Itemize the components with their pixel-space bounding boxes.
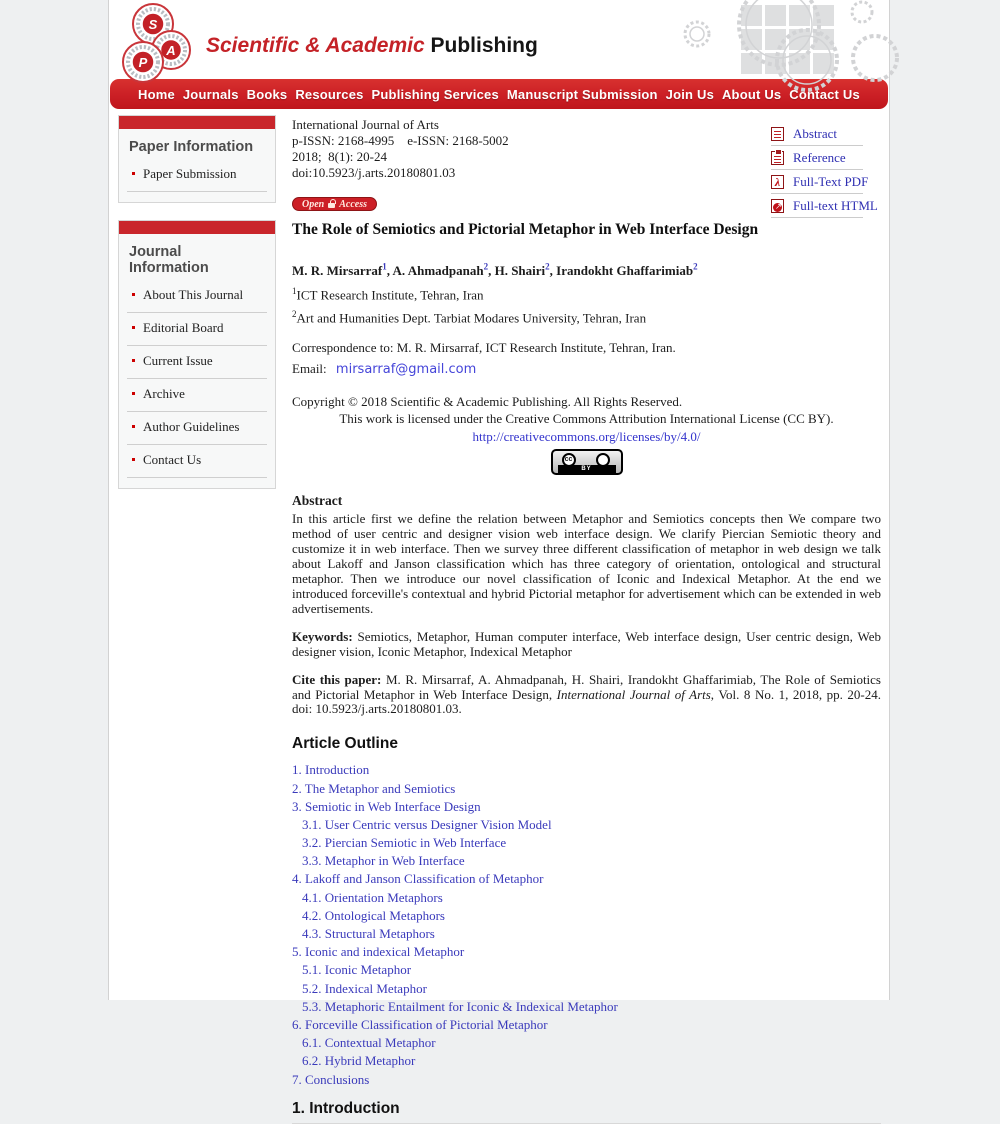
email-label: Email: [292,361,327,377]
license-line: This work is licensed under the Creative Commons Attribution International License (CC BY). [339,411,834,427]
email-link[interactable]: mirsarraf@gmail.com [335,362,477,378]
outline-item[interactable]: 4.2. Ontological Metaphors [302,907,445,923]
brand-title[interactable] [206,34,538,58]
outline-item[interactable]: 2. The Metaphor and Semiotics [292,780,456,796]
author-affiliation-sup: 2 [545,261,550,272]
nav-item[interactable]: Manuscript Submission [506,86,658,102]
author: H. Shairi$^2$ , [495,263,557,278]
article-link-row[interactable] [771,194,878,218]
article-links [771,122,878,218]
paper-information-box [118,115,276,203]
sidebar-item[interactable]: Editorial Board [127,313,267,346]
article-link-label[interactable]: Abstract [793,125,838,141]
keywords-line [292,630,881,660]
main-nav [110,79,888,109]
article-link-row[interactable] [771,146,863,170]
sap-logo[interactable] [117,2,197,85]
article-link-icon [771,199,784,213]
article-link-row[interactable] [771,122,863,146]
box-accent-bar [119,221,275,234]
journal-issn: p-ISSN: 2168-4995 e-ISSN: 2168-5002 [292,133,509,148]
outline-item[interactable]: 7. Conclusions [292,1071,370,1087]
author: A. Ahmadpanah$^2$ , [393,263,495,278]
outline-item[interactable]: 6. Forceville Classification of Pictorial Metaphor [292,1016,548,1032]
outline-item[interactable]: 3.3. Metaphor in Web Interface [302,853,465,869]
section-heading-introduction: 1. Introduction [292,1100,881,1124]
outline-heading: Article Outline [292,735,398,753]
cite-text-1: M. R. Mirsarraf, A. Ahmadpanah, H. Shairi, Irandokht Ghaffarimiab, The Role of Semiotics and Pictorial Metaphor in Web Interface Design, [292,671,881,702]
license-url-link[interactable]: http://creativecommons.org/licenses/by/4.0/ [472,429,701,445]
content-area [109,109,889,1124]
journal-information-list [119,280,275,478]
outline-item[interactable]: 5. Iconic and indexical Metaphor [292,944,465,960]
gears-watermark [679,0,889,79]
copyright-line: Copyright © 2018 Scientific & Academic Publishing. All Rights Reserved. [292,394,683,410]
open-access-right: Access [339,198,368,210]
outline-item[interactable]: 3.1. User Centric versus Designer Vision Model [302,816,552,832]
author-affiliation-sup: 2 [693,261,698,272]
open-lock-icon [328,203,335,208]
nav-item[interactable]: Publishing Services [371,86,499,102]
main-column [276,115,889,1124]
affiliations [292,286,881,327]
outline-item[interactable]: 5.2. Indexical Metaphor [302,980,427,996]
sidebar-item[interactable]: Contact Us [127,445,267,478]
correspondence-line: Correspondence to: M. R. Mirsarraf, ICT Research Institute, Tehran, Iran. [292,340,676,356]
cite-text-2: , Vol. 8 No. 1, 2018, pp. 20-24. doi: 10.5923/j.arts.20180801.03. [292,686,881,717]
keywords-label: Keywords: [292,628,353,644]
sidebar [118,115,276,1124]
cc-by-label: BY [558,465,616,473]
journal-information-title: Journal Information [129,244,209,276]
article-link-icon [771,175,784,189]
article-link-label[interactable]: Reference [793,149,846,165]
outline-item[interactable]: 6.1. Contextual Metaphor [302,1035,436,1051]
outline-item[interactable]: 4.1. Orientation Metaphors [302,889,443,905]
nav-item[interactable]: Home [138,86,175,102]
box-accent-bar [119,116,275,129]
author-affiliation-sup: 1 [382,261,387,272]
authors-line [292,262,881,279]
site-header [109,0,889,79]
journal-information-box [118,220,276,489]
nav-item[interactable]: Books [246,86,288,102]
nav-item[interactable]: Join Us [665,86,715,102]
keywords-text: Semiotics, Metaphor, Human computer interface, Web interface design, User centric design, Web designer vision, Iconic Metaphor, Indexical Metaphor [292,628,882,659]
cc-by-badge[interactable] [551,449,623,475]
paper-information-title: Paper Information [129,139,254,155]
sidebar-item[interactable]: Archive [127,379,267,412]
article-link-icon [771,127,784,141]
email-line [292,361,881,377]
author: Irandokht Ghaffarimiab$^2$ [556,261,698,278]
sidebar-item[interactable]: Current Issue [127,346,267,379]
svg-text:P: P [138,55,148,70]
cite-line [292,673,881,718]
nav-item[interactable]: About Us [721,86,782,102]
journal-name: International Journal of Arts [292,117,439,132]
svg-text:S: S [148,17,158,32]
outline-item[interactable]: 3.2. Piercian Semiotic in Web Interface [302,835,507,851]
article-outline-list [292,763,881,1085]
outline-item[interactable]: 4. Lakoff and Janson Classification of Metaphor [292,871,544,887]
journal-issue: 2018; 8(1): 20-24 [292,149,387,164]
sidebar-item[interactable]: Paper Submission [127,159,267,192]
journal-doi: doi:10.5923/j.arts.20180801.03 [292,165,456,180]
article-link-icon [771,151,784,165]
article-link-label[interactable]: Full-Text PDF [793,173,869,189]
article-link-label[interactable]: Full-text HTML [793,197,878,213]
abstract-heading: Abstract [292,493,343,509]
outline-item[interactable]: 6.2. Hybrid Metaphor [302,1053,416,1069]
nav-item[interactable]: Contact Us [789,86,860,102]
author-affiliation-sup: 2 [483,261,489,272]
sidebar-item[interactable]: About This Journal [127,280,267,313]
outline-item[interactable]: 4.3. Structural Metaphors [302,926,435,942]
cc-icon: cc [562,453,576,467]
paper-information-list [119,159,275,192]
nav-item[interactable]: Resources [295,86,364,102]
open-access-badge [292,197,377,211]
page-container [108,0,890,1117]
outline-item[interactable]: 3. Semiotic in Web Interface Design [292,798,481,814]
nav-item[interactable]: Journals [182,86,239,102]
affiliation-line: $^1$ICT Research Institute, Tehran, Iran [292,285,484,303]
author: M. R. Mirsarraf$^1$ , [292,263,393,278]
outline-item[interactable]: 1. Introduction [292,762,370,778]
brand-title-red: Scientific & Academic [206,34,425,57]
license-url-line [292,429,881,445]
outline-item[interactable]: 5.1. Iconic Metaphor [302,962,412,978]
open-access-left: Open [302,198,325,210]
article-title: The Role of Semiotics and Pictorial Metaphor in Web Interface Design [292,220,759,238]
svg-text:A: A [166,43,176,58]
brand-title-black: Publishing [430,34,538,57]
sidebar-item[interactable]: Author Guidelines [127,412,267,445]
cite-label: Cite this paper: [292,671,382,687]
cite-journal-italic: International Journal of Arts [556,686,711,702]
abstract-text: In this article first we define the relation between Metaphor and Semiotics concepts then We compare two method of user centric and designer vision web interface design. We clarify Piercian Semiotic theory and customize it in web interface. Then we survey three different classification of metaphor in web design we talk about Lakoff and Janson classification which has three category of orientation, ontological and structural metaphor. Then we introduce our novel classification of Iconic and Indexical Metaphor. At the end we introduced forceville's contextual and hybrid Pictorial metaphor for advertisement which can be extended in web advertisements. [292,511,881,616]
article-link-row[interactable] [771,170,869,194]
outline-item[interactable]: 5.3. Metaphoric Entailment for Iconic & Indexical Metaphor [302,998,618,1014]
affiliation-line: $^2$Art and Humanities Dept. Tarbiat Modares University, Tehran, Iran [292,309,647,326]
